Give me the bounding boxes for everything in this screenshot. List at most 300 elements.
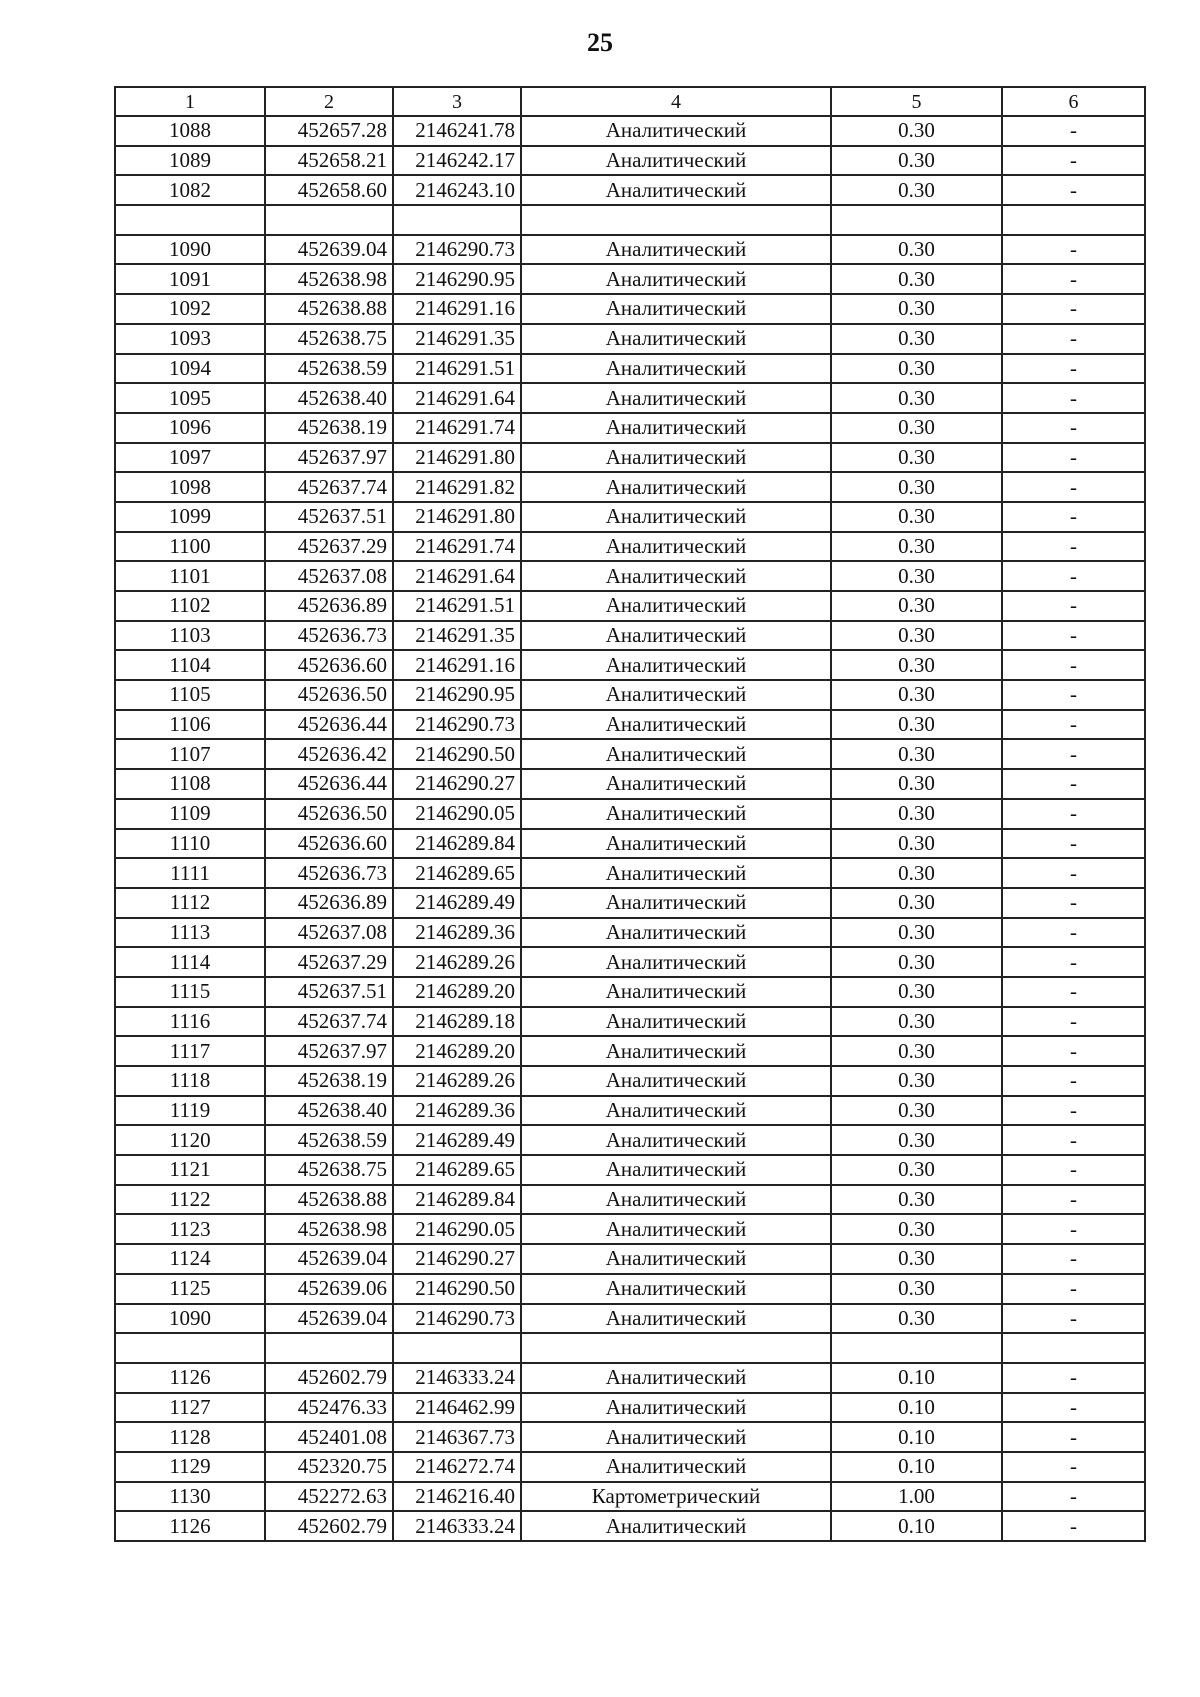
point-number-cell: 1088	[115, 116, 265, 146]
point-number-cell: 1102	[115, 591, 265, 621]
method-cell: Аналитический	[521, 1185, 831, 1215]
accuracy-cell: 0.30	[831, 947, 1002, 977]
x-coordinate-cell: 452639.06	[265, 1274, 393, 1304]
note-cell	[1002, 205, 1145, 235]
point-number-cell: 1107	[115, 739, 265, 769]
table-row	[115, 413, 1145, 443]
table-row	[115, 561, 1145, 591]
point-number-cell	[115, 1333, 265, 1363]
note-cell: -	[1002, 918, 1145, 948]
x-coordinate-cell: 452636.44	[265, 769, 393, 799]
accuracy-cell: 0.30	[831, 1066, 1002, 1096]
method-cell: Аналитический	[521, 532, 831, 562]
note-cell: -	[1002, 1511, 1145, 1541]
accuracy-cell: 0.30	[831, 413, 1002, 443]
table-row	[115, 739, 1145, 769]
point-number-cell: 1122	[115, 1185, 265, 1215]
table-row	[115, 650, 1145, 680]
table-row	[115, 1185, 1145, 1215]
x-coordinate-cell: 452639.04	[265, 1304, 393, 1334]
accuracy-cell: 0.30	[831, 532, 1002, 562]
coordinates-table	[114, 86, 1146, 1542]
point-number-cell: 1101	[115, 561, 265, 591]
x-coordinate-cell: 452637.97	[265, 1036, 393, 1066]
note-cell	[1002, 1333, 1145, 1363]
point-number-cell: 1110	[115, 829, 265, 859]
page-number: 25	[587, 28, 613, 57]
accuracy-cell: 0.30	[831, 324, 1002, 354]
table-body	[115, 116, 1145, 1541]
method-cell: Аналитический	[521, 1214, 831, 1244]
y-coordinate-cell: 2146242.17	[393, 146, 521, 176]
y-coordinate-cell: 2146289.36	[393, 918, 521, 948]
accuracy-cell: 0.30	[831, 443, 1002, 473]
x-coordinate-cell	[265, 1333, 393, 1363]
point-number-cell: 1120	[115, 1125, 265, 1155]
note-cell: -	[1002, 977, 1145, 1007]
table-row	[115, 235, 1145, 265]
method-cell: Аналитический	[521, 324, 831, 354]
table-row	[115, 205, 1145, 235]
table-row	[115, 977, 1145, 1007]
accuracy-cell: 0.30	[831, 294, 1002, 324]
table-row	[115, 1511, 1145, 1541]
point-number-cell: 1123	[115, 1214, 265, 1244]
y-coordinate-cell: 2146290.27	[393, 1244, 521, 1274]
method-cell: Аналитический	[521, 1155, 831, 1185]
x-coordinate-cell: 452638.59	[265, 354, 393, 384]
y-coordinate-cell: 2146462.99	[393, 1393, 521, 1423]
x-coordinate-cell: 452636.50	[265, 680, 393, 710]
accuracy-cell: 0.30	[831, 146, 1002, 176]
accuracy-cell: 0.30	[831, 264, 1002, 294]
column-header: 3	[393, 87, 521, 116]
point-number-cell: 1112	[115, 888, 265, 918]
table-row	[115, 1333, 1145, 1363]
note-cell: -	[1002, 1185, 1145, 1215]
x-coordinate-cell: 452476.33	[265, 1393, 393, 1423]
y-coordinate-cell: 2146291.80	[393, 502, 521, 532]
y-coordinate-cell: 2146290.27	[393, 769, 521, 799]
note-cell: -	[1002, 175, 1145, 205]
x-coordinate-cell: 452637.08	[265, 561, 393, 591]
accuracy-cell: 0.30	[831, 710, 1002, 740]
x-coordinate-cell: 452638.40	[265, 1096, 393, 1126]
point-number-cell: 1097	[115, 443, 265, 473]
column-header: 1	[115, 87, 265, 116]
x-coordinate-cell: 452401.08	[265, 1422, 393, 1452]
x-coordinate-cell: 452638.75	[265, 324, 393, 354]
point-number-cell: 1118	[115, 1066, 265, 1096]
x-coordinate-cell: 452636.60	[265, 650, 393, 680]
y-coordinate-cell: 2146272.74	[393, 1452, 521, 1482]
accuracy-cell: 0.30	[831, 739, 1002, 769]
table-row	[115, 383, 1145, 413]
table-row	[115, 116, 1145, 146]
point-number-cell: 1111	[115, 858, 265, 888]
accuracy-cell: 0.30	[831, 1125, 1002, 1155]
point-number-cell: 1128	[115, 1422, 265, 1452]
table-row	[115, 1214, 1145, 1244]
table-row	[115, 1066, 1145, 1096]
point-number-cell: 1130	[115, 1482, 265, 1512]
x-coordinate-cell: 452637.97	[265, 443, 393, 473]
accuracy-cell: 0.30	[831, 650, 1002, 680]
y-coordinate-cell: 2146290.50	[393, 739, 521, 769]
table-row	[115, 621, 1145, 651]
note-cell: -	[1002, 858, 1145, 888]
note-cell: -	[1002, 294, 1145, 324]
method-cell: Аналитический	[521, 561, 831, 591]
note-cell: -	[1002, 947, 1145, 977]
accuracy-cell: 0.30	[831, 799, 1002, 829]
point-number-cell: 1121	[115, 1155, 265, 1185]
y-coordinate-cell	[393, 205, 521, 235]
accuracy-cell: 0.30	[831, 354, 1002, 384]
y-coordinate-cell: 2146291.35	[393, 621, 521, 651]
y-coordinate-cell: 2146290.95	[393, 680, 521, 710]
point-number-cell: 1090	[115, 1304, 265, 1334]
accuracy-cell: 0.30	[831, 591, 1002, 621]
table-row	[115, 1363, 1145, 1393]
point-number-cell: 1124	[115, 1244, 265, 1274]
table-row	[115, 354, 1145, 384]
accuracy-cell: 1.00	[831, 1482, 1002, 1512]
method-cell: Аналитический	[521, 769, 831, 799]
accuracy-cell: 0.30	[831, 472, 1002, 502]
accuracy-cell: 0.30	[831, 1155, 1002, 1185]
note-cell: -	[1002, 264, 1145, 294]
x-coordinate-cell: 452639.04	[265, 1244, 393, 1274]
x-coordinate-cell: 452638.19	[265, 413, 393, 443]
x-coordinate-cell: 452637.74	[265, 1007, 393, 1037]
y-coordinate-cell: 2146290.73	[393, 1304, 521, 1334]
note-cell: -	[1002, 888, 1145, 918]
x-coordinate-cell: 452638.98	[265, 1214, 393, 1244]
y-coordinate-cell: 2146333.24	[393, 1511, 521, 1541]
method-cell: Аналитический	[521, 1422, 831, 1452]
x-coordinate-cell: 452658.21	[265, 146, 393, 176]
point-number-cell: 1115	[115, 977, 265, 1007]
point-number-cell: 1126	[115, 1363, 265, 1393]
x-coordinate-cell: 452636.89	[265, 591, 393, 621]
note-cell: -	[1002, 829, 1145, 859]
accuracy-cell: 0.30	[831, 680, 1002, 710]
point-number-cell: 1091	[115, 264, 265, 294]
y-coordinate-cell: 2146290.05	[393, 1214, 521, 1244]
method-cell: Аналитический	[521, 1125, 831, 1155]
table-row	[115, 532, 1145, 562]
method-cell: Аналитический	[521, 413, 831, 443]
method-cell: Аналитический	[521, 354, 831, 384]
note-cell: -	[1002, 1274, 1145, 1304]
y-coordinate-cell: 2146289.65	[393, 858, 521, 888]
accuracy-cell: 0.30	[831, 1185, 1002, 1215]
point-number-cell: 1109	[115, 799, 265, 829]
note-cell: -	[1002, 1096, 1145, 1126]
point-number-cell: 1082	[115, 175, 265, 205]
table-row	[115, 1393, 1145, 1423]
point-number-cell: 1094	[115, 354, 265, 384]
method-cell: Аналитический	[521, 1393, 831, 1423]
point-number-cell: 1117	[115, 1036, 265, 1066]
note-cell: -	[1002, 710, 1145, 740]
column-header: 2	[265, 87, 393, 116]
note-cell: -	[1002, 1007, 1145, 1037]
accuracy-cell: 0.30	[831, 769, 1002, 799]
table-row	[115, 680, 1145, 710]
note-cell: -	[1002, 799, 1145, 829]
x-coordinate-cell: 452637.29	[265, 532, 393, 562]
table-row	[115, 799, 1145, 829]
y-coordinate-cell: 2146291.16	[393, 294, 521, 324]
y-coordinate-cell: 2146289.18	[393, 1007, 521, 1037]
point-number-cell: 1113	[115, 918, 265, 948]
accuracy-cell: 0.30	[831, 888, 1002, 918]
table-row	[115, 1155, 1145, 1185]
table-row	[115, 175, 1145, 205]
note-cell: -	[1002, 1244, 1145, 1274]
note-cell: -	[1002, 621, 1145, 651]
column-header: 6	[1002, 87, 1145, 116]
note-cell: -	[1002, 1422, 1145, 1452]
point-number-cell: 1104	[115, 650, 265, 680]
y-coordinate-cell: 2146216.40	[393, 1482, 521, 1512]
note-cell: -	[1002, 354, 1145, 384]
accuracy-cell: 0.30	[831, 918, 1002, 948]
x-coordinate-cell: 452602.79	[265, 1363, 393, 1393]
method-cell: Аналитический	[521, 710, 831, 740]
x-coordinate-cell: 452638.19	[265, 1066, 393, 1096]
table-row	[115, 591, 1145, 621]
accuracy-cell	[831, 1333, 1002, 1363]
note-cell: -	[1002, 146, 1145, 176]
point-number-cell	[115, 205, 265, 235]
table-row	[115, 888, 1145, 918]
y-coordinate-cell: 2146289.49	[393, 888, 521, 918]
note-cell: -	[1002, 324, 1145, 354]
method-cell: Картометрический	[521, 1482, 831, 1512]
table-row	[115, 858, 1145, 888]
point-number-cell: 1098	[115, 472, 265, 502]
table-row	[115, 1452, 1145, 1482]
method-cell: Аналитический	[521, 739, 831, 769]
method-cell: Аналитический	[521, 650, 831, 680]
note-cell: -	[1002, 383, 1145, 413]
y-coordinate-cell: 2146333.24	[393, 1363, 521, 1393]
method-cell: Аналитический	[521, 918, 831, 948]
accuracy-cell: 0.30	[831, 175, 1002, 205]
point-number-cell: 1127	[115, 1393, 265, 1423]
x-coordinate-cell: 452272.63	[265, 1482, 393, 1512]
point-number-cell: 1100	[115, 532, 265, 562]
point-number-cell: 1129	[115, 1452, 265, 1482]
y-coordinate-cell: 2146290.73	[393, 235, 521, 265]
table-row	[115, 710, 1145, 740]
table-row	[115, 146, 1145, 176]
table-header-row	[115, 87, 1145, 116]
y-coordinate-cell: 2146289.65	[393, 1155, 521, 1185]
method-cell: Аналитический	[521, 1274, 831, 1304]
note-cell: -	[1002, 1036, 1145, 1066]
note-cell: -	[1002, 739, 1145, 769]
y-coordinate-cell: 2146243.10	[393, 175, 521, 205]
point-number-cell: 1114	[115, 947, 265, 977]
point-number-cell: 1103	[115, 621, 265, 651]
y-coordinate-cell: 2146289.36	[393, 1096, 521, 1126]
y-coordinate-cell: 2146291.64	[393, 383, 521, 413]
accuracy-cell: 0.10	[831, 1422, 1002, 1452]
x-coordinate-cell: 452657.28	[265, 116, 393, 146]
table-row	[115, 829, 1145, 859]
accuracy-cell: 0.30	[831, 1274, 1002, 1304]
point-number-cell: 1095	[115, 383, 265, 413]
point-number-cell: 1090	[115, 235, 265, 265]
y-coordinate-cell: 2146291.51	[393, 354, 521, 384]
point-number-cell: 1099	[115, 502, 265, 532]
point-number-cell: 1116	[115, 1007, 265, 1037]
method-cell: Аналитический	[521, 1007, 831, 1037]
accuracy-cell: 0.30	[831, 116, 1002, 146]
note-cell: -	[1002, 1452, 1145, 1482]
accuracy-cell: 0.30	[831, 1007, 1002, 1037]
accuracy-cell: 0.30	[831, 977, 1002, 1007]
method-cell: Аналитический	[521, 1452, 831, 1482]
y-coordinate-cell: 2146367.73	[393, 1422, 521, 1452]
x-coordinate-cell: 452637.51	[265, 977, 393, 1007]
note-cell: -	[1002, 1214, 1145, 1244]
x-coordinate-cell: 452320.75	[265, 1452, 393, 1482]
accuracy-cell: 0.30	[831, 1036, 1002, 1066]
x-coordinate-cell: 452636.44	[265, 710, 393, 740]
y-coordinate-cell: 2146291.74	[393, 532, 521, 562]
accuracy-cell: 0.10	[831, 1452, 1002, 1482]
method-cell: Аналитический	[521, 1096, 831, 1126]
x-coordinate-cell: 452637.74	[265, 472, 393, 502]
method-cell: Аналитический	[521, 591, 831, 621]
accuracy-cell: 0.10	[831, 1363, 1002, 1393]
method-cell: Аналитический	[521, 294, 831, 324]
y-coordinate-cell: 2146291.80	[393, 443, 521, 473]
method-cell: Аналитический	[521, 146, 831, 176]
column-header: 5	[831, 87, 1002, 116]
note-cell: -	[1002, 235, 1145, 265]
y-coordinate-cell: 2146289.20	[393, 977, 521, 1007]
note-cell: -	[1002, 1393, 1145, 1423]
method-cell: Аналитический	[521, 472, 831, 502]
method-cell: Аналитический	[521, 116, 831, 146]
note-cell: -	[1002, 1155, 1145, 1185]
method-cell: Аналитический	[521, 858, 831, 888]
accuracy-cell: 0.30	[831, 621, 1002, 651]
method-cell: Аналитический	[521, 235, 831, 265]
method-cell	[521, 1333, 831, 1363]
y-coordinate-cell: 2146290.73	[393, 710, 521, 740]
x-coordinate-cell: 452638.59	[265, 1125, 393, 1155]
table-row	[115, 1274, 1145, 1304]
column-header: 4	[521, 87, 831, 116]
y-coordinate-cell: 2146291.51	[393, 591, 521, 621]
accuracy-cell: 0.30	[831, 829, 1002, 859]
point-number-cell: 1119	[115, 1096, 265, 1126]
y-coordinate-cell: 2146289.20	[393, 1036, 521, 1066]
table-row	[115, 264, 1145, 294]
method-cell: Аналитический	[521, 1363, 831, 1393]
accuracy-cell: 0.30	[831, 1096, 1002, 1126]
table-row	[115, 1096, 1145, 1126]
note-cell: -	[1002, 769, 1145, 799]
y-coordinate-cell: 2146289.84	[393, 1185, 521, 1215]
note-cell: -	[1002, 1363, 1145, 1393]
method-cell: Аналитический	[521, 1511, 831, 1541]
note-cell: -	[1002, 413, 1145, 443]
method-cell: Аналитический	[521, 443, 831, 473]
x-coordinate-cell: 452636.89	[265, 888, 393, 918]
note-cell: -	[1002, 591, 1145, 621]
method-cell: Аналитический	[521, 1304, 831, 1334]
y-coordinate-cell: 2146289.84	[393, 829, 521, 859]
point-number-cell: 1092	[115, 294, 265, 324]
accuracy-cell: 0.30	[831, 561, 1002, 591]
table-row	[115, 1244, 1145, 1274]
table-row	[115, 1422, 1145, 1452]
point-number-cell: 1106	[115, 710, 265, 740]
y-coordinate-cell: 2146291.16	[393, 650, 521, 680]
method-cell: Аналитический	[521, 977, 831, 1007]
method-cell: Аналитический	[521, 175, 831, 205]
y-coordinate-cell: 2146291.35	[393, 324, 521, 354]
x-coordinate-cell: 452638.88	[265, 1185, 393, 1215]
x-coordinate-cell: 452638.98	[265, 264, 393, 294]
accuracy-cell: 0.10	[831, 1393, 1002, 1423]
y-coordinate-cell: 2146290.50	[393, 1274, 521, 1304]
method-cell: Аналитический	[521, 680, 831, 710]
note-cell: -	[1002, 650, 1145, 680]
accuracy-cell: 0.30	[831, 502, 1002, 532]
y-coordinate-cell: 2146290.95	[393, 264, 521, 294]
method-cell: Аналитический	[521, 888, 831, 918]
y-coordinate-cell: 2146241.78	[393, 116, 521, 146]
point-number-cell: 1108	[115, 769, 265, 799]
x-coordinate-cell: 452636.60	[265, 829, 393, 859]
accuracy-cell: 0.30	[831, 1214, 1002, 1244]
table-row	[115, 502, 1145, 532]
table-row	[115, 1125, 1145, 1155]
x-coordinate-cell	[265, 205, 393, 235]
y-coordinate-cell	[393, 1333, 521, 1363]
accuracy-cell	[831, 205, 1002, 235]
x-coordinate-cell: 452637.08	[265, 918, 393, 948]
accuracy-cell: 0.30	[831, 858, 1002, 888]
method-cell: Аналитический	[521, 264, 831, 294]
note-cell: -	[1002, 502, 1145, 532]
note-cell: -	[1002, 443, 1145, 473]
x-coordinate-cell: 452636.42	[265, 739, 393, 769]
method-cell: Аналитический	[521, 1036, 831, 1066]
y-coordinate-cell: 2146291.82	[393, 472, 521, 502]
x-coordinate-cell: 452636.73	[265, 621, 393, 651]
accuracy-cell: 0.30	[831, 1304, 1002, 1334]
accuracy-cell: 0.10	[831, 1511, 1002, 1541]
x-coordinate-cell: 452637.29	[265, 947, 393, 977]
point-number-cell: 1105	[115, 680, 265, 710]
x-coordinate-cell: 452636.73	[265, 858, 393, 888]
accuracy-cell: 0.30	[831, 1244, 1002, 1274]
x-coordinate-cell: 452639.04	[265, 235, 393, 265]
point-number-cell: 1089	[115, 146, 265, 176]
table-row	[115, 472, 1145, 502]
y-coordinate-cell: 2146289.26	[393, 947, 521, 977]
